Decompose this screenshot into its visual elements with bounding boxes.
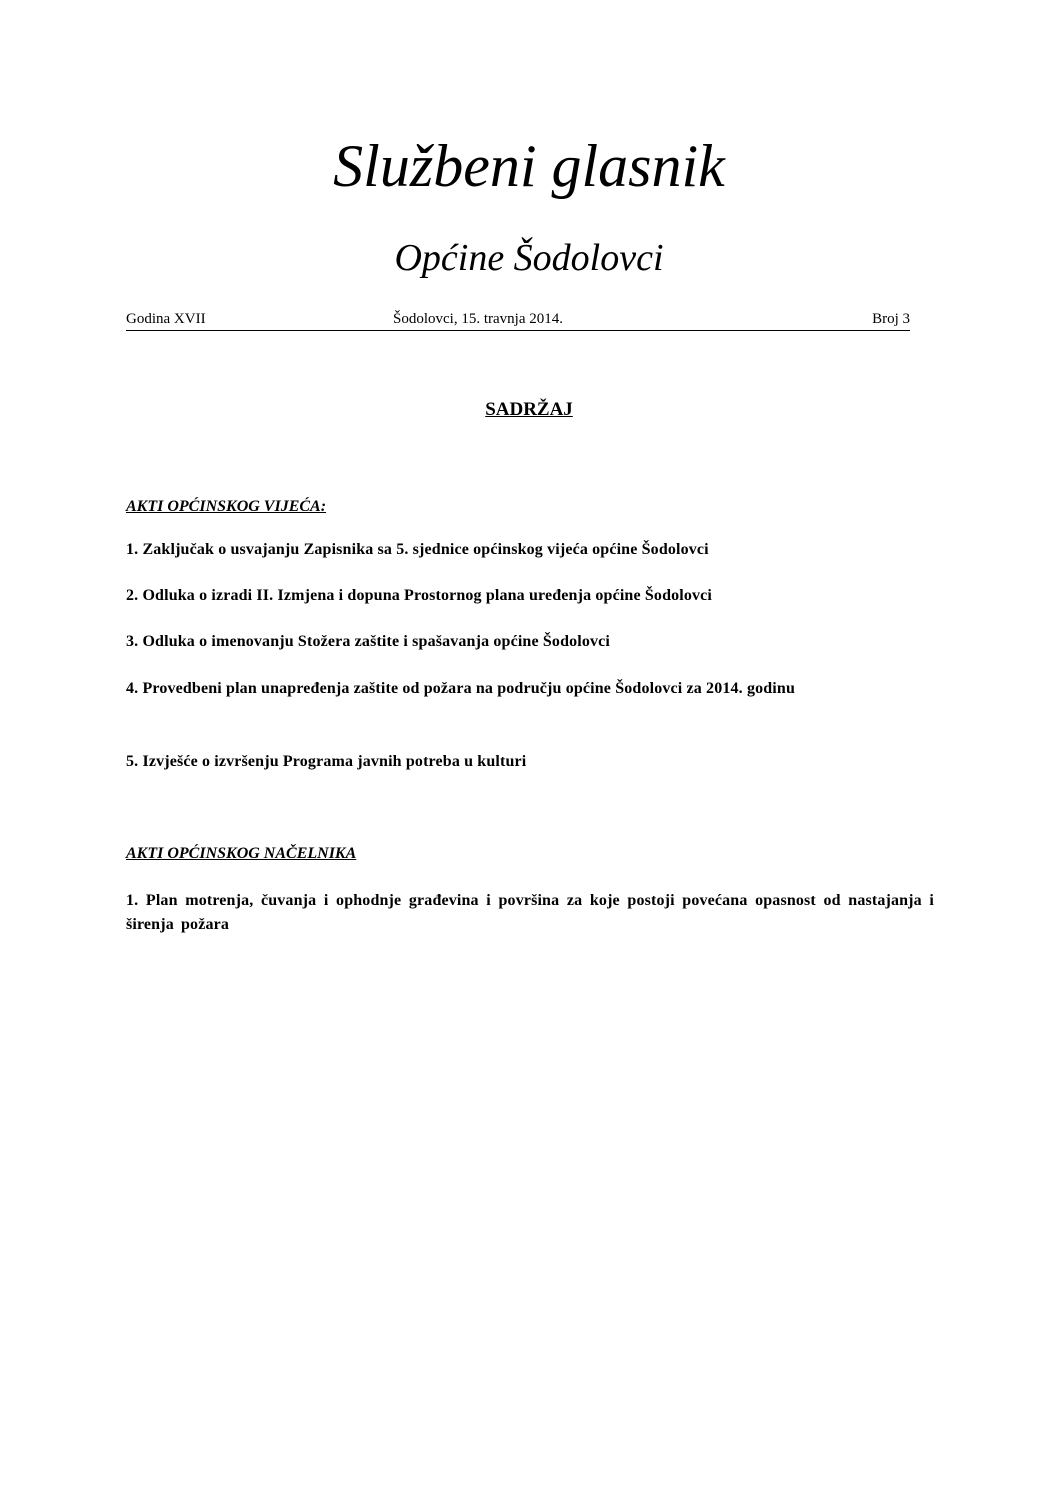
issue-year: Godina XVII	[126, 311, 206, 327]
contents-heading: SADRŽAJ	[485, 399, 573, 420]
document-title: Službeni glasnik	[333, 133, 725, 199]
council-item: 4. Provedbeni plan unapređenja zaštite od požara na području općine Šodolovci za 2014. godinu	[126, 680, 795, 697]
issue-number: Broj 3	[872, 311, 910, 327]
council-item: 2. Odluka o izradi II. Izmjena i dopuna Prostornog plana uređenja općine Šodolovci	[126, 587, 713, 604]
mayor-item: 1. Plan motrenja, čuvanja i ophodnje građevina i površina za koje postoji povećana opasnost od nastajanja i širenja požara	[126, 892, 934, 933]
issue-header-line	[126, 308, 910, 331]
council-item: 5. Izvješće o izvršenju Programa javnih potreba u kulturi	[126, 753, 527, 770]
council-item: 1. Zaključak o usvajanju Zapisnika sa 5. sjednice općinskog vijeća općine Šodolovci	[126, 541, 709, 558]
section-heading-council: AKTI OPĆINSKOG VIJEĆA:	[126, 498, 327, 515]
council-item: 3. Odluka o imenovanju Stožera zaštite i spašavanja općine Šodolovci	[126, 633, 611, 650]
section-heading-mayor: AKTI OPĆINSKOG NAČELNIKA	[126, 845, 357, 862]
document-subtitle: Općine Šodolovci	[394, 237, 664, 279]
issue-place-date: Šodolovci, 15. travnja 2014.	[393, 311, 563, 327]
